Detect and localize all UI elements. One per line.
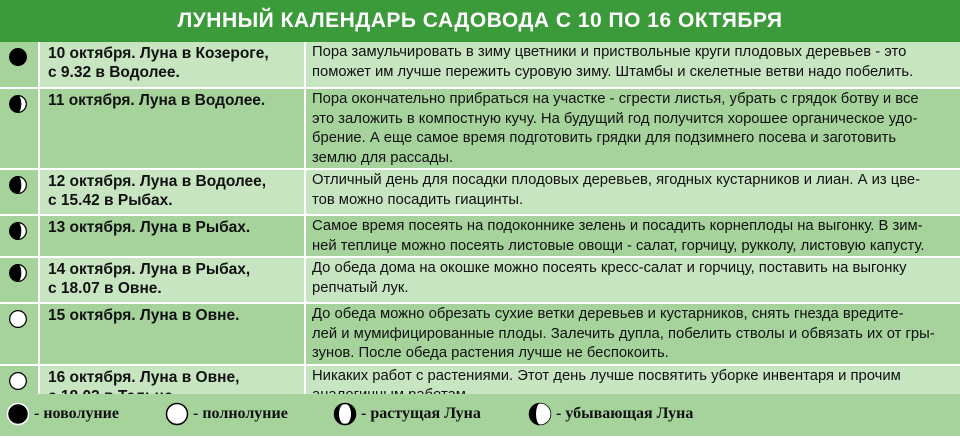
description-line: тов можно посадить гиацинты.	[312, 191, 524, 208]
description-line: зунов. После обеда растения лучше не беспокоить.	[312, 345, 669, 361]
moon-phase-cell	[0, 88, 39, 169]
calendar-title: ЛУННЫЙ КАЛЕНДАРЬ САДОВОДА С 10 ПО 16 ОКТЯБРЯ	[0, 0, 960, 42]
description-line: Пора замульчировать в зиму цветники и приствольные круги плодовых деревьев - это	[312, 44, 907, 60]
date-line: 10 октября. Луна в Козероге,	[48, 45, 269, 62]
legend-waning-label: - убывающая Луна	[556, 405, 694, 422]
description-cell	[305, 42, 960, 88]
legend-full-label: - полнолуние	[193, 405, 288, 422]
description-line: лей и мумифицированные плоды. Залечить дупла, побелить стволы и обвязать их от гры-	[312, 325, 935, 342]
description-line: До обеда можно обрезать сухие ветки деревьев и кустарников, снять гнезда вредите-	[312, 306, 904, 322]
date-cell	[39, 215, 305, 257]
description-line: Отличный день для посадки плодовых деревьев, ягодных кустарников и лиан. А из цве-	[312, 172, 921, 188]
new-moon-icon	[8, 47, 28, 67]
legend-waning	[528, 402, 693, 426]
description-line: репчатый лук.	[312, 279, 409, 296]
description-line: брение. А еще самое время подготовить грядки для подзимнего посева и заготовить	[312, 130, 897, 146]
moon-phase-cell	[0, 169, 39, 215]
calendar-row	[0, 42, 960, 88]
description-cell	[305, 169, 960, 215]
legend-new	[6, 402, 119, 426]
date-line: 13 октября. Луна в Рыбах.	[48, 219, 251, 236]
description-line: Пора окончательно прибраться на участке - сгрести листья, убрать с грядок ботву и все	[312, 91, 919, 107]
date-cell	[39, 88, 305, 169]
waning-moon-icon	[528, 402, 552, 426]
moon-phase-cell	[0, 303, 39, 365]
date-line: с 15.42 в Рыбах.	[48, 192, 173, 209]
date-line: с 18.07 в Овне.	[48, 280, 162, 297]
description-cell	[305, 303, 960, 365]
date-line: с 9.32 в Водолее.	[48, 64, 180, 81]
legend-waxing	[333, 402, 481, 426]
full-moon-icon	[8, 371, 28, 391]
description-line: Самое время посеять на подоконнике зелень и посадить корнеплоды на выгонку. В зим-	[312, 218, 923, 234]
description-line: ней теплице можно посеять листовые овощи - салат, горчицу, рукколу, листовую капусту.	[312, 237, 925, 254]
date-cell	[39, 257, 305, 303]
description-cell	[305, 257, 960, 303]
full-moon-icon	[8, 309, 28, 329]
date-cell	[39, 42, 305, 88]
legend-waxing-label: - растущая Луна	[361, 405, 481, 422]
date-line: 12 октября. Луна в Водолее,	[48, 173, 267, 190]
waxing-moon-icon	[8, 263, 28, 283]
date-line: 15 октября. Луна в Овне.	[48, 307, 240, 324]
date-cell	[39, 169, 305, 215]
calendar-row	[0, 169, 960, 215]
description-line: Никаких работ с растениями. Этот день лучше посвятить уборке инвентаря и прочим	[312, 367, 901, 384]
waxing-moon-icon	[333, 402, 357, 426]
description-line: это заложить в компостную кучу. На будущий год получится хорошее органическое удо-	[312, 110, 918, 127]
calendar-table	[0, 42, 960, 416]
legend	[0, 394, 960, 436]
calendar-row	[0, 215, 960, 257]
moon-phase-cell	[0, 42, 39, 88]
description-line: землю для рассады.	[312, 149, 454, 166]
date-line: 14 октября. Луна в Рыбах,	[48, 261, 251, 278]
date-line: 11 октября. Луна в Водолее.	[48, 92, 266, 109]
waxing-moon-icon	[8, 175, 28, 195]
moon-phase-cell	[0, 257, 39, 303]
full-moon-icon	[165, 402, 189, 426]
legend-new-label: - новолуние	[34, 405, 119, 422]
calendar-row	[0, 88, 960, 169]
date-line: 16 октября. Луна в Овне,	[48, 368, 240, 386]
description-line: поможет им лучше пережить суровую зиму. Штамбы и скелетные ветви надо побелить.	[312, 63, 914, 80]
date-cell	[39, 303, 305, 365]
waxing-moon-icon	[8, 221, 28, 241]
new-moon-icon	[6, 402, 30, 426]
description-cell	[305, 88, 960, 169]
legend-full	[165, 402, 288, 426]
waxing-moon-icon	[8, 94, 28, 114]
moon-phase-cell	[0, 215, 39, 257]
description-cell	[305, 215, 960, 257]
description-line: До обеда дома на окошке можно посеять кресс-салат и горчицу, поставить на выгонку	[312, 260, 907, 276]
calendar-row	[0, 257, 960, 303]
calendar-row	[0, 303, 960, 365]
